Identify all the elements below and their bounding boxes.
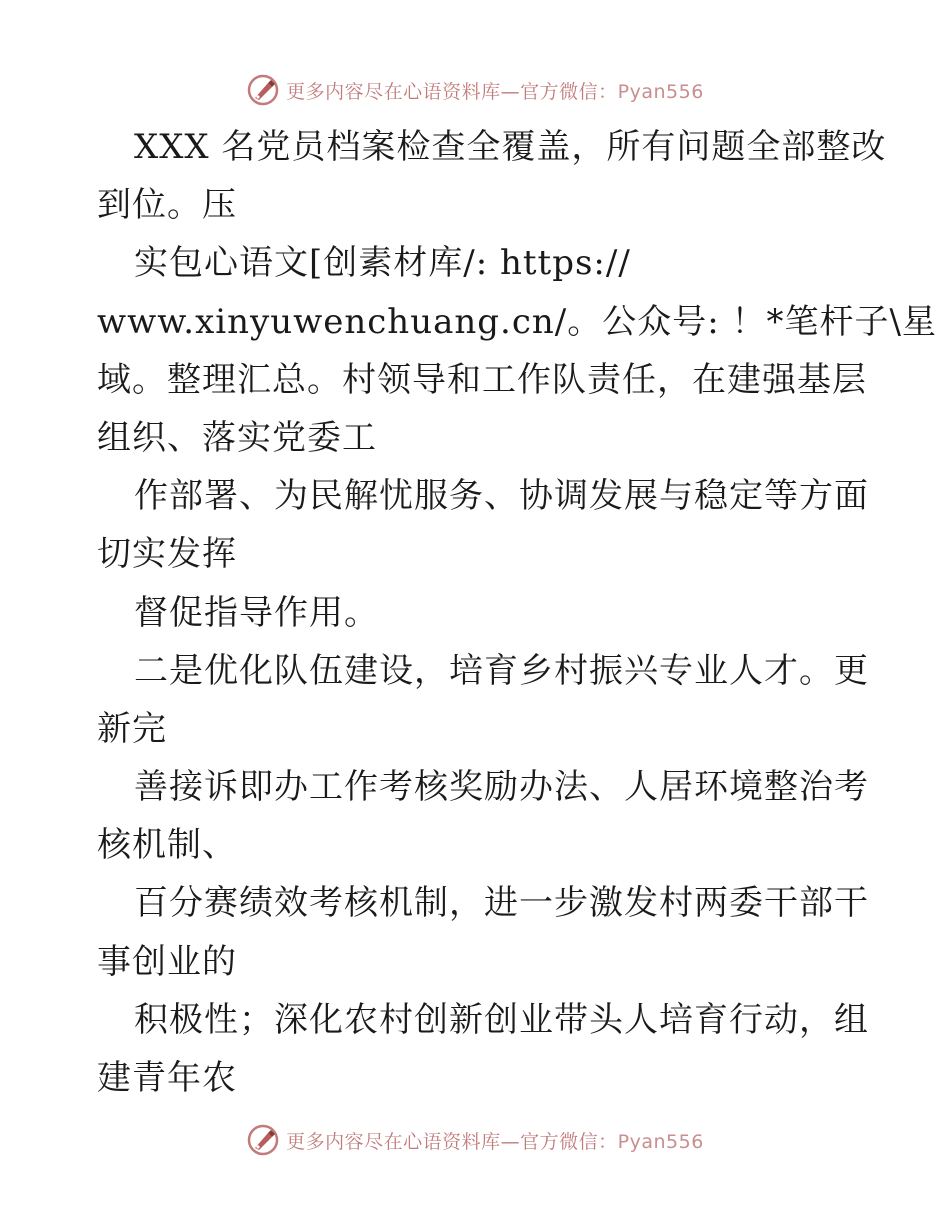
watermark-text: 更多内容尽在心语资料库—官方微信：Pyan556 — [286, 80, 704, 103]
text-line: 事创业的 — [97, 941, 237, 982]
text-line: 作部署、为民解忧服务、协调发展与稳定等方面 — [134, 476, 869, 517]
text-line: 新完 — [97, 708, 167, 749]
text-line: www.xinyuwenchuang.cn/。公众号: ！*笔杆子\星 — [97, 301, 937, 342]
footer-watermark — [0, 1120, 950, 1160]
text-line: 积极性；深化农村创新创业带头人培育行动，组 — [134, 999, 869, 1040]
text-line: 善接诉即办工作考核奖励办法、人居环境整治考 — [134, 767, 869, 808]
header-watermark — [0, 70, 950, 110]
text-line: 实包心语文[创素材库/: https:// — [134, 243, 631, 284]
text-line: 核机制、 — [97, 825, 237, 866]
pen-nib-logo-icon — [246, 1123, 280, 1157]
text-line: 切实发挥 — [97, 534, 237, 575]
text-line: XXX 名党员档案检查全覆盖，所有问题全部整改 — [134, 127, 887, 167]
text-line: 二是优化队伍建设，培育乡村振兴专业人才。更 — [134, 650, 869, 691]
watermark-text: 更多内容尽在心语资料库—官方微信：Pyan556 — [286, 1130, 704, 1153]
text-line: 域。整理汇总。村领导和工作队责任，在建强基层 — [97, 359, 867, 400]
text-line: 督促指导作用。 — [134, 592, 379, 633]
watermark-wechat-id: Pyan556 — [617, 1130, 704, 1153]
text-line: 组织、落实党委工 — [97, 417, 377, 458]
watermark-wechat-id: Pyan556 — [617, 80, 704, 103]
text-line: 百分赛绩效考核机制，进一步激发村两委干部干 — [134, 883, 869, 924]
text-line: 建青年农 — [97, 1058, 237, 1098]
pen-nib-logo-icon — [246, 73, 280, 107]
document-body — [97, 118, 937, 1107]
text-line: 到位。压 — [97, 185, 237, 226]
